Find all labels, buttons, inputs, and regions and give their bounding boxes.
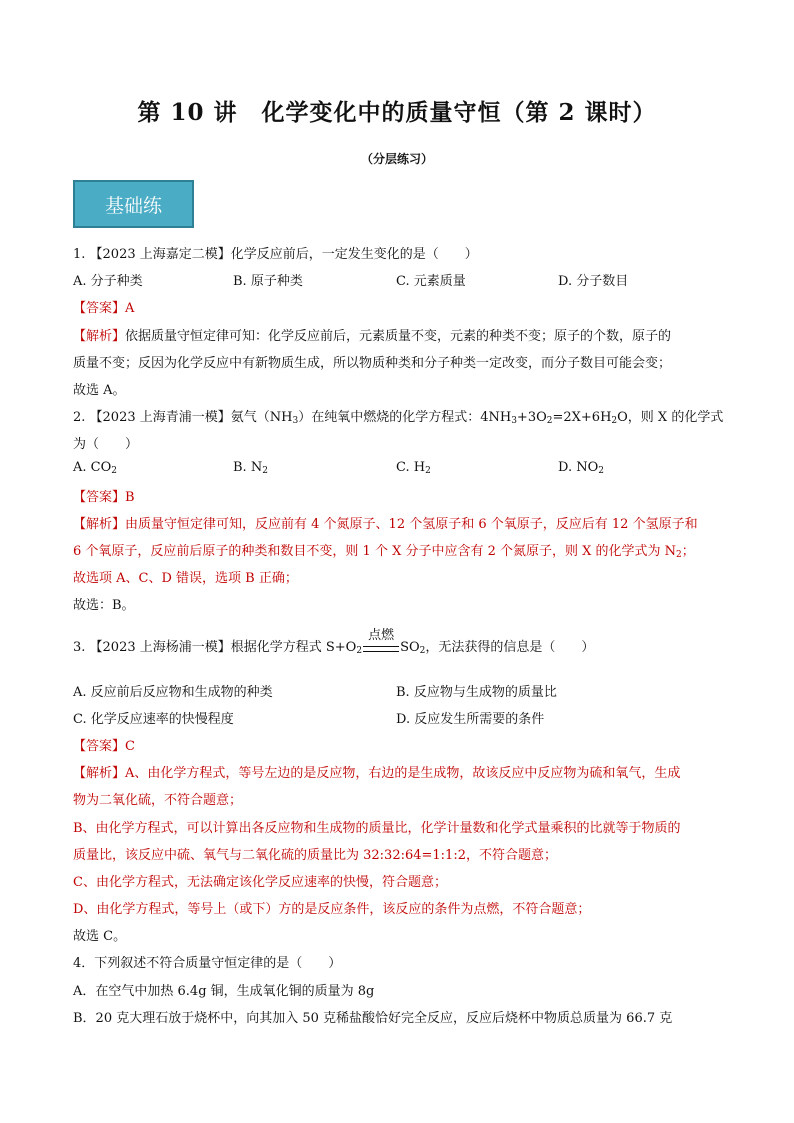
q1-analysis-line-2: 质量不变；反因为化学反应中有新物质生成，所以物质种类和分子种类一定改变，而分子数目可能会变； [73, 356, 672, 371]
q3-option-b: B. 反应物与生成物的质量比 [396, 685, 557, 700]
subscript: 2 [356, 646, 363, 656]
subscript: 2 [546, 416, 553, 426]
q2-option-b [233, 460, 268, 476]
page-subtitle: （分层练习） [360, 152, 433, 166]
option-text: B. N [233, 460, 263, 475]
analysis-text: 由质量守恒定律可知，反应前有 4 个氮原子、12 个氢原子和 6 个氧原子，反应后有 12 个氢原子和 [125, 517, 698, 532]
q1-option-a: A. 分子种类 [73, 274, 143, 289]
answer-label: 【答案】 [73, 301, 126, 316]
q2-option-c [396, 460, 431, 476]
q3-analysis-line-3: B、由化学方程式，可以计算出各反应物和生成物的质量比，化学计量数和化学式量乘积的比就等于物质的 [73, 821, 681, 836]
q1-option-c: C. 元素质量 [396, 274, 466, 289]
q4-option-a: A．在空气中加热 6.4g 铜，生成氧化铜的质量为 8g [73, 984, 375, 999]
q3-analysis-line-1 [73, 762, 680, 781]
q3-stem-part: 3. 【2023 上海杨浦一模】根据化学方程式 S+O [73, 640, 357, 655]
q2-stem [73, 406, 723, 426]
q3-option-a: A. 反应前后反应物和生成物的种类 [73, 685, 273, 700]
q3-answer [73, 735, 135, 754]
subscript: 2 [262, 466, 268, 476]
q1-analysis-line-1 [73, 325, 671, 344]
subscript: 2 [598, 466, 604, 476]
subscript: 3 [511, 416, 517, 426]
q1-stem: 1. 【2023 上海嘉定二模】化学反应前后，一定发生变化的是（ ） [73, 247, 478, 262]
q3-stem-part: SO [400, 640, 420, 655]
analysis-label: 【解析】 [73, 517, 126, 532]
analysis-text: 依据质量守恒定律可知：化学反应前后，元素质量不变，元素的种类不变；原子的个数，原子的 [125, 329, 672, 344]
q3-analysis-line-5: C、由化学方程式，无法确定该化学反应速率的快慢，符合题意； [73, 875, 447, 890]
analysis-text: A、由化学方程式，等号左边的是反应物，右边的是生成物，故该反应中反应物为硫和氧气，生成 [125, 766, 681, 781]
q2-analysis-line-4: 故选：B。 [73, 598, 135, 613]
q3-analysis-line-2: 物为二氧化硫，不符合题意； [73, 793, 243, 808]
subscript: 2 [425, 466, 431, 476]
reaction-condition: 点燃 [368, 627, 395, 643]
q3-analysis-line-7: 故选 C。 [73, 929, 127, 944]
analysis-label: 【解析】 [73, 766, 126, 781]
q2-analysis-line-2: 6 个氧原子，反应前后原子的种类和数目不变，则 1 个 X 分子中应含有 2 个氮原子，则 X 的化学式为 $N_2$； [73, 544, 695, 560]
q2-analysis-line-3: 故选项 A、C、D 错误，选项 B 正确； [73, 571, 298, 586]
reaction-arrow [363, 627, 399, 652]
option-text: D. NO [558, 460, 599, 475]
q2-stem-part: O，则 X 的化学式 [617, 410, 724, 425]
q3-option-d: D. 反应发生所需要的条件 [396, 712, 545, 727]
option-text: C. H [396, 460, 426, 475]
q2-option-d [558, 460, 604, 476]
equals-bars [363, 646, 399, 652]
answer-label: 【答案】 [73, 739, 126, 754]
q1-option-b: B. 原子种类 [233, 274, 303, 289]
subscript: 3 [292, 416, 299, 426]
answer-label: 【答案】 [73, 490, 126, 505]
answer-value: A [125, 301, 135, 316]
q2-stem-part: =2X+6H [552, 410, 612, 425]
section-badge: 基础练 [73, 180, 194, 228]
q2-stem-part: 2. 【2023 上海青浦一模】氨气（NH [73, 410, 293, 425]
subscript: 2 [419, 646, 426, 656]
q4-stem: 4．下列叙述不符合质量守恒定律的是（ ） [73, 956, 342, 971]
subscript: 2 [111, 466, 117, 476]
q1-answer [73, 297, 134, 316]
answer-value: B [125, 490, 135, 505]
q3-analysis-line-4: 质量比，该反应中硫、氧气与二氧化硫的质量比为 32:32:64=1:1:2，不符合题意； [73, 848, 557, 863]
q2-stem-part: +3O [516, 410, 547, 425]
q1-analysis-line-3: 故选 A。 [73, 383, 126, 398]
option-text: A. CO [73, 460, 112, 475]
q3-stem [73, 627, 595, 656]
subscript: 2 [676, 550, 682, 560]
q3-analysis-line-6: D、由化学方程式，等号上（或下）方的是反应条件，该反应的条件为点燃，不符合题意； [73, 902, 591, 917]
q2-option-a [73, 460, 117, 476]
q1-option-d: D. 分子数目 [558, 274, 629, 289]
q2-stem-line-2: 为（ ） [73, 437, 139, 452]
q3-stem-part: ，无法获得的信息是（ ） [425, 640, 595, 655]
q3-option-c: C. 化学反应速率的快慢程度 [73, 712, 234, 727]
analysis-text: 6 个氧原子，反应前后原子的种类和数目不变，则 1 个 X 分子中应含有 2 个氮原子，则 X 的化学式为 N [73, 544, 677, 559]
subscript: 2 [611, 416, 618, 426]
page-title: 第 10 讲 化学变化中的质量守恒（第 2 课时） [137, 99, 657, 126]
q2-analysis-line-1 [73, 513, 698, 532]
q4-option-b: B．20 克大理石放于烧杯中，向其加入 50 克稀盐酸恰好完全反应，反应后烧杯中物质总质量为 66.7 克 [73, 1011, 673, 1026]
q2-stem-part: ）在纯氧中燃烧的化学方程式：4NH [298, 410, 512, 425]
analysis-label: 【解析】 [73, 329, 126, 344]
q2-answer [73, 486, 135, 505]
answer-value: C [125, 739, 135, 754]
